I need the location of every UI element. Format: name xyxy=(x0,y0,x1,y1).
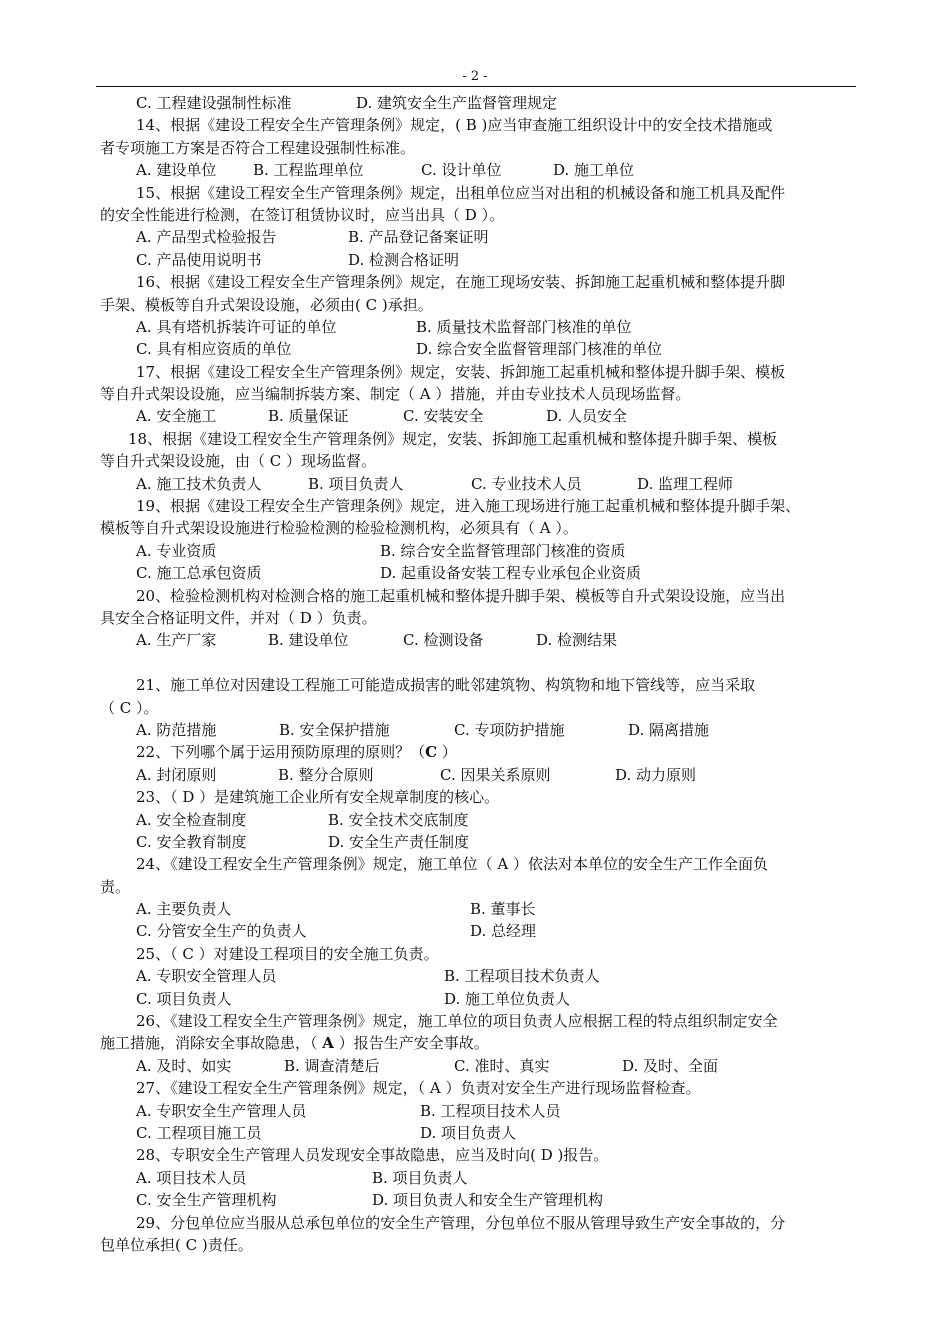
answer-option: A. 安全施工 xyxy=(136,407,217,426)
answer-option: C. 具有相应资质的单位 xyxy=(136,340,292,359)
question-continuation: 的安全性能进行检测，在签订租赁协议时，应当出具（ D ）。 xyxy=(100,205,505,224)
answer-options xyxy=(100,316,852,338)
answer-options xyxy=(100,562,852,584)
answer-option: A. 及时、如实 xyxy=(136,1056,232,1075)
answer-options xyxy=(100,159,852,181)
answer-options xyxy=(100,338,852,360)
question-text: 27、《建设工程安全生产管理条例》规定，（ A ）负责对安全生产进行现场监督检查。 xyxy=(136,1079,701,1098)
answer-option: D. 施工单位 xyxy=(553,161,635,180)
answer-option: C. 施工总承包资质 xyxy=(136,564,262,583)
answer-option: B. 安全技术交底制度 xyxy=(328,810,469,829)
answer-options xyxy=(100,719,852,741)
question-text: 17、根据《建设工程安全生产管理条例》规定，安装、拆卸施工起重机械和整体提升脚手架、模板 xyxy=(136,362,786,381)
answer-option: A. 主要负责人 xyxy=(136,900,232,919)
answer-option: A. 建设单位 xyxy=(136,161,217,180)
answer-option: B. 整分合原则 xyxy=(278,765,374,784)
answer-option: D. 人员安全 xyxy=(546,407,628,426)
question-continuation: 模板等自升式架设设施进行检验检测的检验检测机构，必须具有（ A ）。 xyxy=(100,519,578,538)
question-continuation: 等自升式架设设施，由（ C ）现场监督。 xyxy=(100,452,377,471)
question-continuation: 具安全合格证明文件，并对（ D ）负责。 xyxy=(100,608,377,627)
answer-options xyxy=(100,1055,852,1077)
answer-option: C. 分管安全生产的负责人 xyxy=(136,922,307,941)
answer-option: B. 综合安全监督管理部门核准的资质 xyxy=(380,541,626,560)
question-text: 24、《建设工程安全生产管理条例》规定，施工单位（ A ）依法对本单位的安全生产工作全面负 xyxy=(136,855,768,874)
answer-options xyxy=(100,764,852,786)
answer-option: D. 安全生产责任制度 xyxy=(328,832,470,851)
question-text: 15、根据《建设工程安全生产管理条例》规定，出租单位应当对出租的机械设备和施工机具及配件 xyxy=(136,183,786,202)
answer-option: B. 董事长 xyxy=(470,900,536,919)
answer-options xyxy=(100,1167,852,1189)
answer-option: C. 产品使用说明书 xyxy=(136,250,262,269)
answer-option: D. 项目负责人和安全生产管理机构 xyxy=(372,1191,604,1210)
question-continuation: 手架、模板等自升式架设设施，必须由( C )承担。 xyxy=(100,295,433,314)
answer-options xyxy=(100,405,852,427)
answer-options xyxy=(100,1189,852,1211)
answer-option: A. 产品型式检验报告 xyxy=(136,228,277,247)
answer-option: D. 检测结果 xyxy=(536,631,618,650)
answer-option: D. 监理工程师 xyxy=(637,474,734,493)
answer-option: B. 工程项目技术负责人 xyxy=(444,967,600,986)
question-text: 26、《建设工程安全生产管理条例》规定，施工单位的项目负责人应根据工程的特点组织制定安全 xyxy=(136,1012,778,1031)
question-continuation: 施工措施，消除安全事故隐患，（ A ）报告生产安全事故。 xyxy=(100,1034,489,1053)
question-text: 16、根据《建设工程安全生产管理条例》规定，在施工现场安装、拆卸施工起重机械和整体提升脚 xyxy=(136,273,786,292)
answer-option: B. 调查清楚后 xyxy=(284,1056,380,1075)
answer-options xyxy=(100,92,852,114)
answer-option: D. 检测合格证明 xyxy=(348,250,460,269)
answer-options xyxy=(100,1100,852,1122)
answer-option: D. 项目负责人 xyxy=(420,1123,517,1142)
answer-option: D. 起重设备安装工程专业承包企业资质 xyxy=(380,564,642,583)
question-continuation: 责。 xyxy=(100,877,131,896)
answer-option: A. 专职安全管理人员 xyxy=(136,967,277,986)
answer-options xyxy=(100,988,852,1010)
answer-option: D. 总经理 xyxy=(470,922,537,941)
answer-option: A. 专业资质 xyxy=(136,541,217,560)
question-text: 20、检验检测机构对检测合格的施工起重机械和整体提升脚手架、模板等自升式架设设施，应当出 xyxy=(136,586,786,605)
answer-option: A. 项目技术人员 xyxy=(136,1168,247,1187)
answer-option: B. 质量保证 xyxy=(268,407,349,426)
question-text: 29、分包单位应当服从总承包单位的安全生产管理，分包单位不服从管理导致生产安全事故的，分 xyxy=(136,1213,786,1232)
question-text: 14、根据《建设工程安全生产管理条例》规定，( B )应当审查施工组织设计中的安全技术措施或 xyxy=(136,116,773,135)
answer-option: A. 生产厂家 xyxy=(136,631,217,650)
question-text: 19、根据《建设工程安全生产管理条例》规定，进入施工现场进行施工起重机械和整体提升脚手架、 xyxy=(136,497,801,516)
answer-option: C. 工程建设强制性标准 xyxy=(136,94,292,112)
answer-option: D. 及时、全面 xyxy=(622,1056,719,1075)
answer-options xyxy=(100,898,852,920)
answer-option: B. 安全保护措施 xyxy=(279,720,390,739)
answer-option: B. 工程项目技术人员 xyxy=(420,1101,561,1120)
question-text: 21、施工单位对因建设工程施工可能造成损害的毗邻建筑物、构筑物和地下管线等，应当采取 xyxy=(136,676,756,695)
answer-option: C. 专项防护措施 xyxy=(454,720,565,739)
answer-option: D. 隔离措施 xyxy=(628,720,710,739)
answer-option: C. 准时、真实 xyxy=(454,1056,550,1075)
answer-option: A. 施工技术负责人 xyxy=(136,474,262,493)
question-continuation: 者专项施工方案是否符合工程建设强制性标准。 xyxy=(100,138,416,157)
answer-option: B. 项目负责人 xyxy=(372,1168,468,1187)
blank-line xyxy=(100,652,852,674)
question-continuation: （ C ）。 xyxy=(100,698,159,717)
answer-options xyxy=(100,540,852,562)
answer-options xyxy=(100,831,852,853)
answer-option: C. 安全教育制度 xyxy=(136,832,247,851)
answer-options xyxy=(100,473,852,495)
answer-option: D. 动力原则 xyxy=(615,765,697,784)
answer-option: D. 建筑安全生产监督管理规定 xyxy=(356,94,558,112)
question-text: 18、根据《建设工程安全生产管理条例》规定，安装、拆卸施工起重机械和整体提升脚手架、模板 xyxy=(128,429,778,448)
answer-option: D. 施工单位负责人 xyxy=(444,989,571,1008)
answer-option: C. 设计单位 xyxy=(421,161,502,180)
answer-option: C. 项目负责人 xyxy=(136,989,232,1008)
answer-option: A. 封闭原则 xyxy=(136,765,217,784)
answer-option: C. 安装安全 xyxy=(403,407,484,426)
answer-option: C. 工程项目施工员 xyxy=(136,1123,262,1142)
document-body xyxy=(100,92,852,1256)
question-text: 25、（ C ）对建设工程项目的安全施工负责。 xyxy=(136,944,439,963)
header-rule xyxy=(96,86,856,87)
question-continuation: 包单位承担( C )责任。 xyxy=(100,1235,253,1254)
question-text: 23、（ D ）是建筑施工企业所有安全规章制度的核心。 xyxy=(136,788,500,807)
question-text: 22、下列哪个属于运用预防原理的原则？（C ） xyxy=(136,743,457,762)
answer-options xyxy=(100,920,852,942)
answer-option: B. 产品登记备案证明 xyxy=(348,228,489,247)
answer-option: B. 工程监理单位 xyxy=(253,161,364,180)
answer-option: B. 质量技术监督部门核准的单位 xyxy=(416,317,632,336)
answer-option: C. 因果关系原则 xyxy=(440,765,551,784)
answer-options xyxy=(100,629,852,651)
answer-option: C. 专业技术人员 xyxy=(471,474,582,493)
answer-option: A. 安全检查制度 xyxy=(136,810,247,829)
question-continuation: 等自升式架设设施，应当编制拆装方案、制定（ A ）措施，并由专业技术人员现场监督。 xyxy=(100,385,691,404)
answer-options xyxy=(100,226,852,248)
answer-options xyxy=(100,965,852,987)
answer-option: D. 综合安全监督管理部门核准的单位 xyxy=(416,340,663,359)
answer-option: A. 专职安全生产管理人员 xyxy=(136,1101,307,1120)
answer-option: C. 安全生产管理机构 xyxy=(136,1191,277,1210)
answer-option: B. 建设单位 xyxy=(268,631,349,650)
answer-options xyxy=(100,809,852,831)
answer-option: A. 防范措施 xyxy=(136,720,217,739)
page-number: - 2 - xyxy=(462,69,488,84)
answer-option: A. 具有塔机拆装许可证的单位 xyxy=(136,317,337,336)
answer-options xyxy=(100,249,852,271)
answer-option: B. 项目负责人 xyxy=(308,474,404,493)
answer-options xyxy=(100,1122,852,1144)
answer-option: C. 检测设备 xyxy=(403,631,484,650)
question-text: 28、专职安全生产管理人员发现安全事故隐患，应当及时向( D )报告。 xyxy=(136,1146,609,1165)
